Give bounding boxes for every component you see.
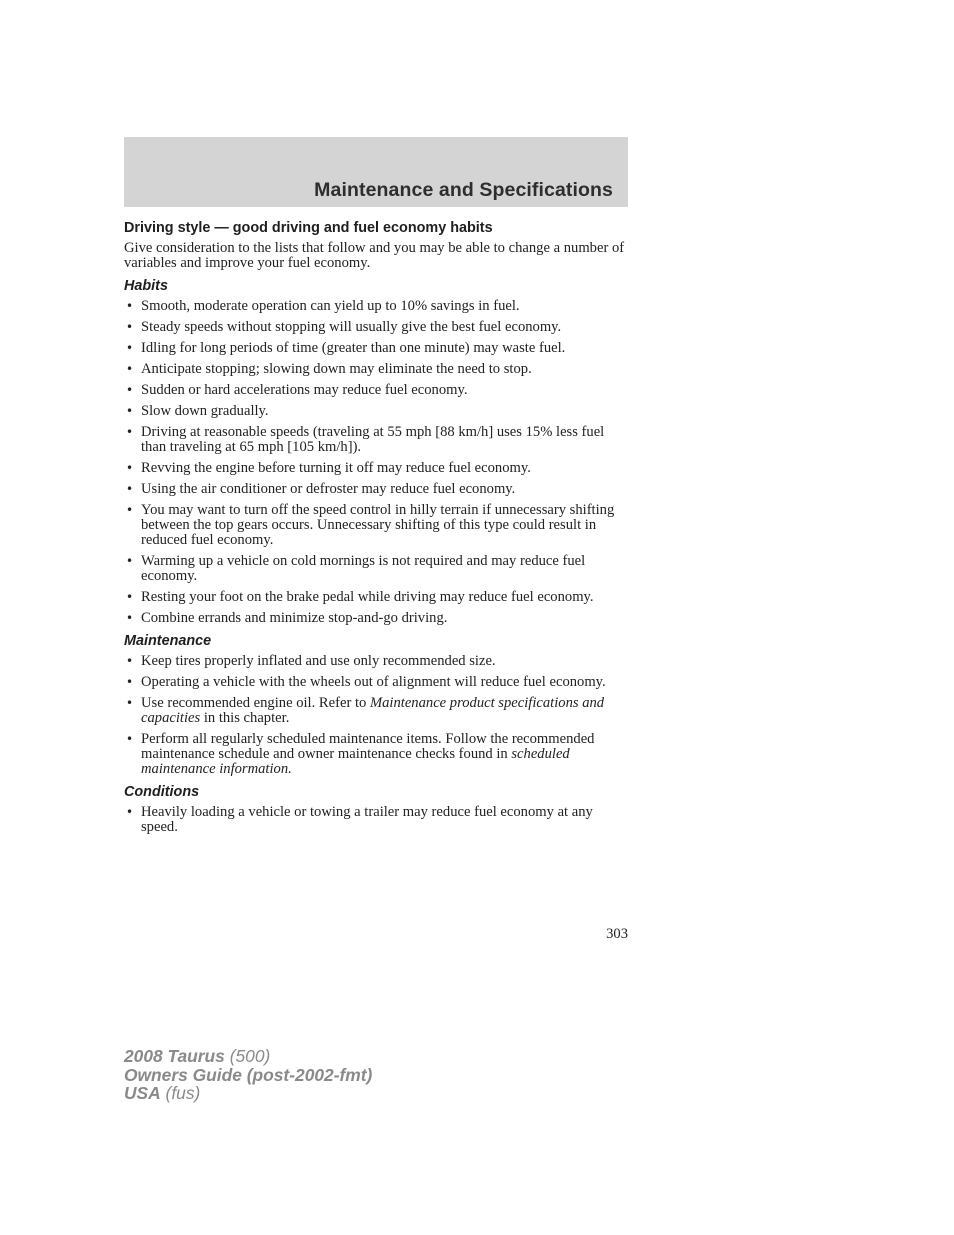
list-item: • Steady speeds without stopping will usually give the best fuel economy. xyxy=(124,320,628,335)
footer-model-code: (500) xyxy=(224,1046,271,1066)
cross-reference: Maintenance product specifications and capacities xyxy=(141,695,605,726)
page-number: 303 xyxy=(606,926,628,942)
page-title: Maintenance and Specifications xyxy=(314,179,613,201)
main-content xyxy=(124,219,628,841)
list-item xyxy=(124,732,628,777)
footer-line-3 xyxy=(124,1084,372,1103)
footer-line-1 xyxy=(124,1047,372,1066)
item-text: in this chapter. xyxy=(200,710,290,726)
footer-line-2 xyxy=(124,1066,372,1085)
maintenance-list xyxy=(124,654,628,777)
list-item: • Operating a vehicle with the wheels out of alignment will reduce fuel economy. xyxy=(124,675,628,690)
list-item: • Smooth, moderate operation can yield up to 10% savings in fuel. xyxy=(124,299,628,314)
footer-market-code: (fus) xyxy=(160,1083,201,1103)
item-text: Perform all regularly scheduled maintenance items. Follow the recommended maintenance schedule and owner maintenance checks found in xyxy=(141,731,595,762)
list-item: • Resting your foot on the brake pedal while driving may reduce fuel economy. xyxy=(124,590,628,605)
footer xyxy=(124,1047,372,1103)
conditions-heading: Conditions xyxy=(124,784,200,800)
list-item: • Sudden or hard accelerations may reduce fuel economy. xyxy=(124,383,628,398)
conditions-list xyxy=(124,805,628,835)
list-item: • Using the air conditioner or defroster may reduce fuel economy. xyxy=(124,482,628,497)
list-item: • Heavily loading a vehicle or towing a trailer may reduce fuel economy at any speed. xyxy=(124,805,628,835)
list-item: • Revving the engine before turning it off may reduce fuel economy. xyxy=(124,461,628,476)
footer-market: USA xyxy=(124,1083,161,1103)
intro-paragraph: Give consideration to the lists that follow and you may be able to change a number of variables and improve your fuel economy. xyxy=(124,240,625,271)
list-item: • Combine errands and minimize stop-and-go driving. xyxy=(124,611,628,626)
footer-guide: Owners Guide (post-2002-fmt) xyxy=(124,1064,373,1085)
habits-list xyxy=(124,299,628,626)
list-item xyxy=(124,696,628,726)
header-band xyxy=(124,137,628,207)
item-text: Use recommended engine oil. Refer to xyxy=(141,695,370,711)
habits-heading: Habits xyxy=(124,278,168,294)
list-item: • You may want to turn off the speed control in hilly terrain if unnecessary shifting between the top gears occurs. Unnecessary shifting of this type could result in reduced fuel economy. xyxy=(124,503,628,548)
list-item: • Driving at reasonable speeds (traveling at 55 mph [88 km/h] uses 15% less fuel than traveling at 65 mph [105 km/h]). xyxy=(124,425,628,455)
list-item: • Keep tires properly inflated and use only recommended size. xyxy=(124,654,628,669)
list-item: • Slow down gradually. xyxy=(124,404,628,419)
cross-reference: scheduled maintenance information. xyxy=(141,746,570,777)
list-item: • Idling for long periods of time (greater than one minute) may waste fuel. xyxy=(124,341,628,356)
footer-model: 2008 Taurus xyxy=(124,1046,225,1066)
section-heading: Driving style — good driving and fuel economy habits xyxy=(124,220,493,236)
list-item: • Anticipate stopping; slowing down may eliminate the need to stop. xyxy=(124,362,628,377)
list-item: • Warming up a vehicle on cold mornings is not required and may reduce fuel economy. xyxy=(124,554,628,584)
maintenance-heading: Maintenance xyxy=(124,633,212,649)
